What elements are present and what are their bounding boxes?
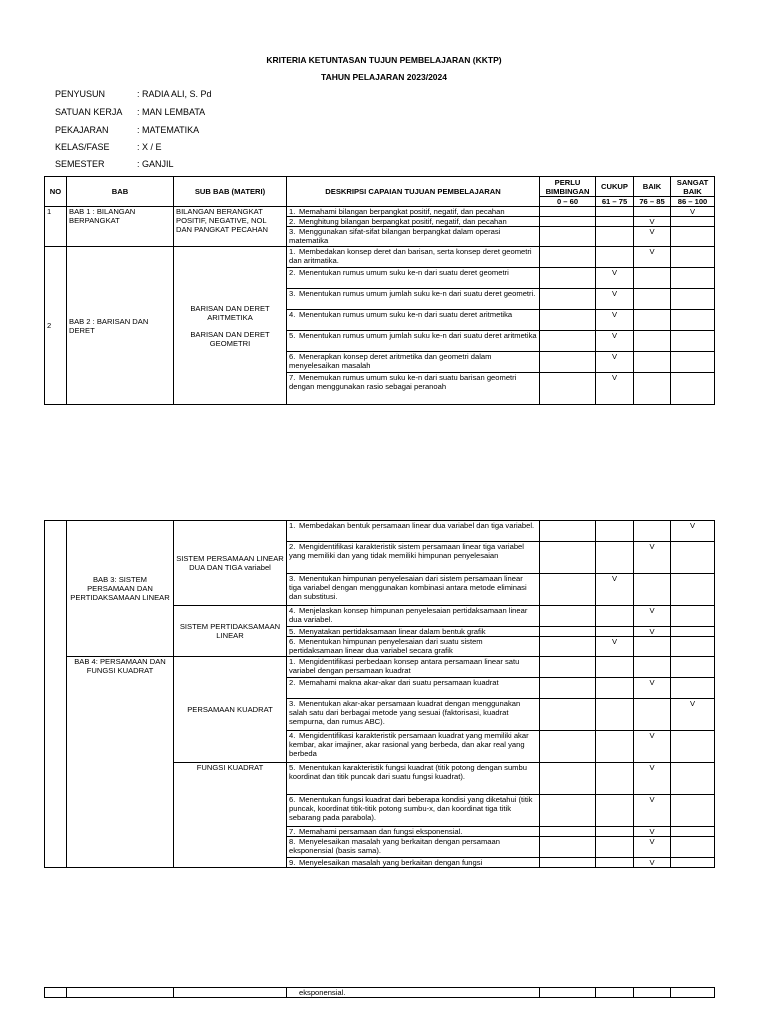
- col-sub-bab: SUB BAB (MATERI): [174, 177, 287, 207]
- check-mark: V: [634, 627, 671, 637]
- list-item: 7. Memahami persamaan dan fungsi eksponensial.: [287, 827, 540, 837]
- academic-year: TAHUN PELAJARAN 2023/2024: [321, 72, 447, 82]
- list-item: 4. Menentukan rumus umum suku ke-n dari suatu deret aritmetika: [287, 310, 540, 331]
- col-deskripsi: DESKRIPSI CAPAIAN TUJUAN PEMBELAJARAN: [287, 177, 540, 207]
- check-mark: V: [634, 827, 671, 837]
- range-perlu: 0 – 60: [540, 197, 596, 207]
- check-mark: V: [596, 289, 634, 310]
- col-no: NO: [45, 177, 67, 207]
- meta-satuan-kerja: SATUAN KERJA : MAN LEMBATA: [55, 107, 206, 117]
- sub-bab-1: BILANGAN BERANGKAT POSITIF, NEGATIVE, NOL DAN PANGKAT PECAHAN: [174, 207, 287, 247]
- check-mark: V: [634, 837, 671, 858]
- list-item: 5. Menentukan rumus umum jumlah suku ke-n dari suatu deret aritmetika: [287, 331, 540, 352]
- list-item: 2. Menghitung bilangan berpangkat positif, negatif, dan pecahan: [287, 217, 540, 227]
- check-mark: V: [634, 678, 671, 699]
- list-item: 2. Menentukan rumus umum suku ke-n dari suatu deret geometri: [287, 268, 540, 289]
- check-mark: V: [634, 763, 671, 795]
- meta-semester: SEMESTER : GANJIL: [55, 159, 174, 169]
- col-bab: BAB: [67, 177, 174, 207]
- list-item: 5. Menyatakan pertidaksamaan linear dalam bentuk grafik: [287, 627, 540, 637]
- col-cukup: CUKUP: [596, 177, 634, 197]
- check-mark: V: [596, 637, 634, 657]
- meta-penyusun: PENYUSUN : RADIA ALI, S. Pd: [55, 89, 212, 99]
- col-perlu: PERLU BIMBINGAN: [540, 177, 596, 197]
- list-item: 6. Menerapkan konsep deret aritmetika dan geometri dalam menyelesaikan masalah: [287, 352, 540, 373]
- check-mark: V: [634, 858, 671, 868]
- check-mark: V: [671, 521, 715, 542]
- bab-3: BAB 3: SISTEM PERSAMAAN DAN PERTIDAKSAMAAN LINEAR: [67, 521, 174, 657]
- list-item: 1. Memahami bilangan berpangkat positif, negatif, dan pecahan: [287, 207, 540, 217]
- check-mark: V: [634, 227, 671, 247]
- list-item: 3. Menentukan akar-akar persamaan kuadrat dengan menggunakan salah satu dari berbagai metode yang sesuai (faktorisasi, kuadrat sempurna, dan rumus ABC).: [287, 699, 540, 731]
- bab-2: BAB 2 : BARISAN DAN DERET: [67, 247, 174, 405]
- row-no: 2: [45, 247, 67, 405]
- meta-kelas: KELAS/FASE : X / E: [55, 142, 162, 152]
- list-item: 4. Mengidentifikasi karakteristik persamaan kuadrat yang memiliki akar kembar, akar imajiner, akar rasional yang berbeda, dan akar real yang berbeda: [287, 731, 540, 763]
- check-mark: V: [596, 574, 634, 606]
- check-mark: V: [596, 331, 634, 352]
- sub-bab-3a: SISTEM PERSAMAAN LINEAR DUA DAN TIGA variabel: [174, 521, 287, 606]
- list-item: 3. Menentukan himpunan penyelesaian dari sistem persamaan linear tiga variabel dengan menggunakan kombinasi antara metode eliminasi dan substitusi.: [287, 574, 540, 606]
- list-item: 5. Menentukan karakteristik fungsi kuadrat (titik potong dengan sumbu koordinat dan titik puncak dari suatu fungsi kuadrat).: [287, 763, 540, 795]
- sub-bab-3b: SISTEM PERTIDAKSAMAAN LINEAR: [174, 606, 287, 657]
- kktp-table-1: [44, 176, 715, 405]
- check-mark: V: [634, 795, 671, 827]
- list-item: 1. Membedakan bentuk persamaan linear dua variabel dan tiga variabel.: [287, 521, 540, 542]
- bab-4: BAB 4: PERSAMAAN DAN FUNGSI KUADRAT: [67, 657, 174, 868]
- list-item: 4. Menjelaskan konsep himpunan penyelesaian pertidaksamaan linear dua variabel.: [287, 606, 540, 627]
- list-item: eksponensial.: [287, 988, 540, 998]
- kktp-table-3: [44, 987, 715, 998]
- check-mark: V: [634, 731, 671, 763]
- list-item: 7. Menemukan rumus umum suku ke-n dari suatu barisan geometri dengan menggunakan rasio sebagai peranoah: [287, 373, 540, 405]
- row-no: 1: [45, 207, 67, 247]
- range-sangat: 86 – 100: [671, 197, 715, 207]
- list-item: 2. Memahami makna akar-akar dari suatu persamaan kuadrat: [287, 678, 540, 699]
- check-mark: V: [596, 352, 634, 373]
- check-mark: V: [634, 247, 671, 268]
- document-title: KRITERIA KETUNTASAN TUJUN PEMBELAJARAN (KKTP): [266, 55, 502, 65]
- col-baik: BAIK: [634, 177, 671, 197]
- check-mark: V: [671, 699, 715, 731]
- bab-1: BAB 1 : BILANGAN BERPANGKAT: [67, 207, 174, 247]
- sub-bab-2: BARISAN DAN DERET ARITMETIKA BARISAN DAN DERET GEOMETRI: [174, 247, 287, 405]
- list-item: 3. Menggunakan sifat-sifat bilangan berpangkat dalam operasi matematika: [287, 227, 540, 247]
- range-baik: 76 – 85: [634, 197, 671, 207]
- list-item: 8. Menyelesaikan masalah yang berkaitan dengan persamaan eksponensial (basis sama).: [287, 837, 540, 858]
- col-sangat: SANGAT BAIK: [671, 177, 715, 197]
- check-mark: V: [596, 268, 634, 289]
- list-item: 2. Mengidentifikasi karakteristik sistem persamaan linear tiga variabel yang memiliki dan yang tidak memiliki himpunan penyelesaian: [287, 542, 540, 574]
- check-mark: V: [634, 606, 671, 627]
- check-mark: V: [634, 542, 671, 574]
- check-mark: V: [671, 207, 715, 217]
- row-no: [45, 521, 67, 868]
- list-item: 1. Membedakan konsep deret dan barisan, serta konsep deret geometri dan aritmatika.: [287, 247, 540, 268]
- list-item: 6. Menentukan himpunan penyelesaian dari suatu sistem pertidaksamaan linear dua variabel secara grafik: [287, 637, 540, 657]
- meta-pekajaran: PEKAJARAN : MATEMATIKA: [55, 125, 200, 135]
- list-item: 9. Menyelesaikan masalah yang berkaitan dengan fungsi: [287, 858, 540, 868]
- list-item: 1. Mengidentifikasi perbedaan konsep antara persamaan linear satu variabel dengan persamaan kuadrat: [287, 657, 540, 678]
- sub-bab-4b: FUNGSI KUADRAT: [174, 763, 287, 868]
- check-mark: V: [634, 217, 671, 227]
- kktp-table-2: [44, 520, 715, 868]
- sub-bab-4a: PERSAMAAN KUADRAT: [174, 657, 287, 763]
- list-item: 6. Menentukan fungsi kuadrat dari beberapa kondisi yang diketahui (titik puncak, koordinat titik-titik potong sumbu-x, dan koordinat tiga titik sebarang pada parabola).: [287, 795, 540, 827]
- list-item: 3. Menentukan rumus umum jumlah suku ke-n dari suatu deret geometri.: [287, 289, 540, 310]
- check-mark: V: [596, 310, 634, 331]
- check-mark: V: [596, 373, 634, 405]
- range-cukup: 61 – 75: [596, 197, 634, 207]
